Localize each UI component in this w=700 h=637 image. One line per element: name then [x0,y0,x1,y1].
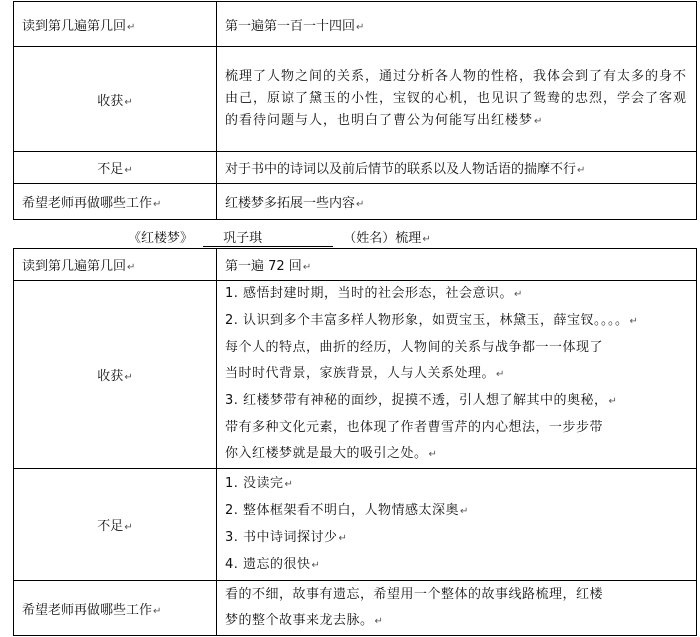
value-cell: 梳理了人物之间的关系，通过分析各人物的性格，我体会到了有太多的身不由己，原谅了黛玉的小性，宝钗的心机，也见识了鸳鸯的忠烈，学会了客观的看待问题与人，也明白了曹公为何能写出红楼梦↵ [217,47,697,152]
label-cell: 希望老师再做哪些工作↵ [14,581,217,636]
table-row [14,184,697,220]
list-item: 当时时代背景，家族背景，人与人关系处理。↵ [225,366,505,381]
list-item: 每个人的特点，曲折的经历，人物间的关系与战争都一一体现了 [225,340,604,355]
table-row [14,469,697,581]
table-row [14,281,697,469]
value-cell [217,469,697,581]
value-cell [217,581,697,636]
list-item: 梦的整个故事来龙去脉。↵ [225,612,384,628]
table-row [14,2,697,47]
list-item: 1. 没读完↵ [225,475,294,491]
table-row [14,249,697,281]
caption-suffix: （姓名）梳理 [343,231,422,246]
value-cell: 红楼梦多拓展一些内容↵ [217,184,697,220]
label-cell: 不足↵ [14,152,217,184]
reading-log-table-1 [13,1,697,220]
list-item: 3. 红楼梦带有神秘的面纱，捉摸不透，引人想了解其中的奥秘，↵ [225,393,618,408]
label-cell: 读到第几遍第几回↵ [14,249,217,281]
list-item: 1. 感悟封建时期，当时的社会形态，社会意识。↵ [225,286,523,301]
student-name: 巩子琪 [203,231,333,247]
label-cell: 希望老师再做哪些工作↵ [14,184,217,220]
value-cell [217,281,697,469]
table-row [14,581,697,636]
reading-log-table-2 [13,248,697,636]
list-item: 看的不细，故事有遗忘，希望用一个整体的故事线路梳理，红楼 [225,586,604,602]
label-cell: 不足↵ [14,469,217,581]
list-item: 3. 书中诗词探讨少↵ [225,529,348,545]
label-cell: 收获↵ [14,281,217,469]
table-row [14,152,697,184]
list-item: 带有多种文化元素，也体现了作者曹雪芹的内心想法，一步步带 [225,420,604,435]
value-cell: 对于书中的诗词以及前后情节的联系以及人物话语的揣摩不行↵ [217,152,697,184]
list-item: 2. 认识到多个丰富多样人物形象，如贾宝玉，林黛玉，薛宝钗。。。。↵ [225,313,639,328]
table-row [14,47,697,152]
book-title: 《红楼梦》 [128,231,194,246]
value-cell: 第一遍第一百一十四回↵ [217,2,697,47]
list-item: 你入红楼梦就是最大的吸引之处。↵ [225,446,438,461]
table-caption: 《红楼梦》 巩子琪 （姓名）梳理↵ [128,231,431,246]
list-item: 2. 整体框架看不明白，人物情感太深奥↵ [225,502,469,518]
label-cell: 收获↵ [14,47,217,152]
label-cell: 读到第几遍第几回↵ [14,2,217,47]
value-cell: 第一遍 72 回↵ [217,249,697,281]
list-item: 4. 遗忘的很快↵ [225,556,321,572]
